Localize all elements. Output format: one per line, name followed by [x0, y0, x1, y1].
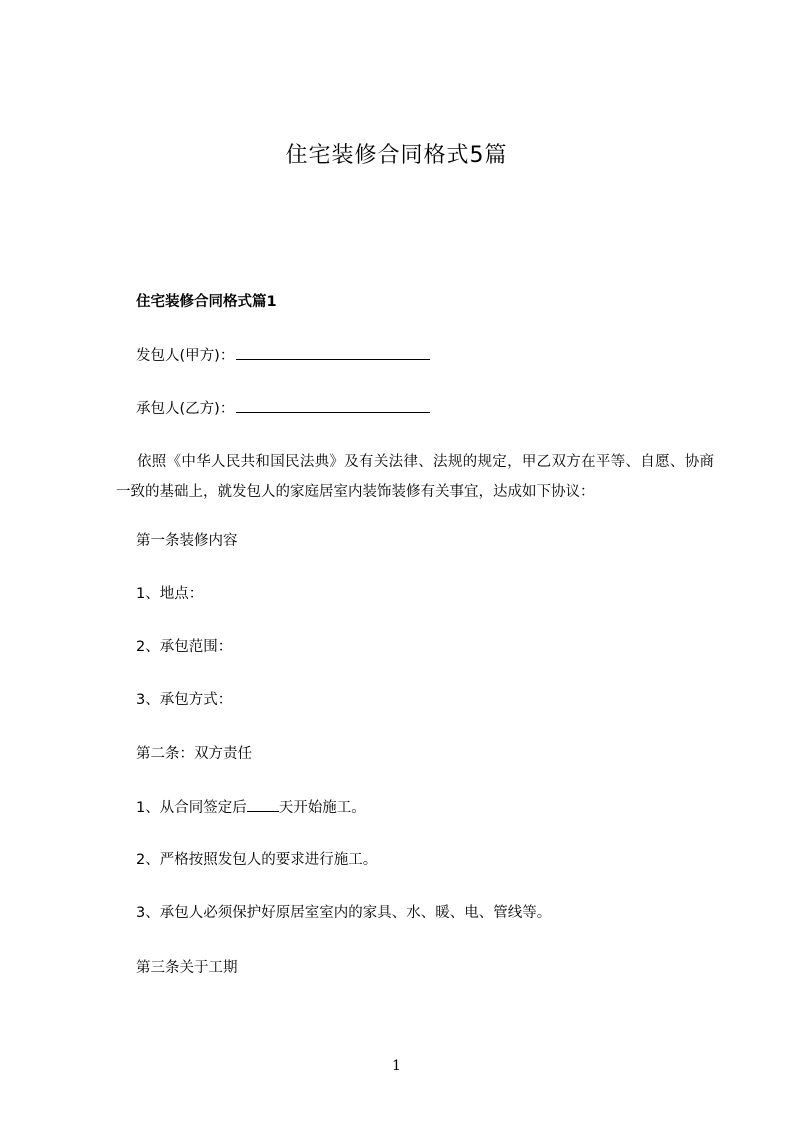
page-number: 1 [392, 1058, 401, 1074]
party-a-label: 发包人(甲方)： [136, 348, 235, 364]
party-a-line [136, 345, 430, 366]
days-blank [247, 797, 279, 812]
article1-heading: 第一条装修内容 [136, 533, 238, 549]
article1-item-location: 1、地点： [136, 586, 204, 602]
article2-item-start-prefix: 1、从合同签定后 [136, 800, 247, 816]
article2-item-start [136, 797, 366, 818]
party-b-blank [236, 398, 430, 413]
article2-item-requirements: 2、严格按照发包人的要求进行施工。 [136, 852, 378, 868]
article1-item-method: 3、承包方式： [136, 692, 233, 708]
article3-heading: 第三条关于工期 [136, 960, 238, 976]
article2-heading: 第二条：双方责任 [136, 746, 252, 762]
article2-item-protection: 3、承包人必须保护好原居室室内的家具、水、暖、电、管线等。 [136, 905, 552, 921]
intro-paragraph: 依照《中华人民共和国民法典》及有关法律、法规的规定，甲乙双方在平等、自愿、协商一致的基础上，就发包人的家庭居室内装饰装修有关事宜，达成如下协议： [116, 454, 714, 500]
party-b-line [136, 398, 430, 419]
section-heading: 住宅装修合同格式篇1 [136, 294, 277, 310]
party-a-blank [236, 345, 430, 360]
article1-item-scope: 2、承包范围： [136, 639, 233, 655]
article2-item-start-suffix: 天开始施工。 [278, 800, 366, 816]
document-title: 住宅装修合同格式5篇 [285, 143, 508, 168]
party-b-label: 承包人(乙方)： [136, 401, 235, 417]
